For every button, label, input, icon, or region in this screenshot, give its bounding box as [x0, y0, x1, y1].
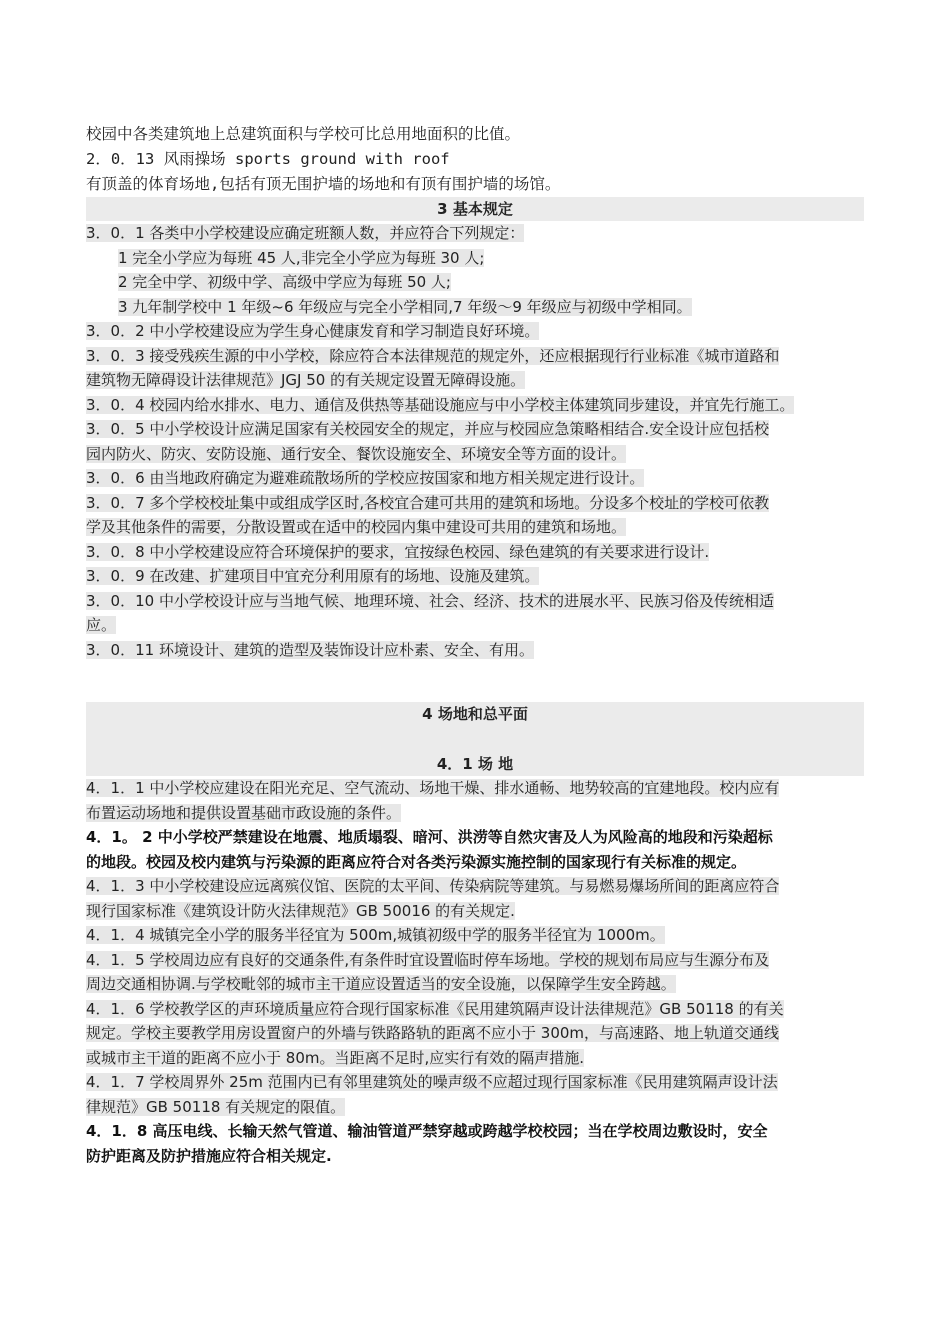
clause-line: 3．0．8 中小学校建设应符合环境保护的要求，宜按绿色校园、绿色建筑的有关要求进行设计. [86, 542, 710, 561]
clause-paragraph [86, 491, 876, 540]
clause-line: 律规范》GB 50118 有关规定的限值。 [86, 1097, 346, 1116]
clause-paragraph [86, 246, 876, 271]
clause-paragraph [86, 1119, 876, 1168]
clause-paragraph [86, 589, 876, 638]
clause-line: 园内防火、防灾、安防设施、通行安全、餐饮设施安全、环境安全等方面的设计。 [86, 444, 627, 463]
clause-line: 4．1。 2 中小学校严禁建设在地震、地质塌裂、暗河、洪涝等自然灾害及人为风险高的地段和污染超标 [86, 828, 773, 846]
clause-paragraph [86, 540, 876, 565]
clause-line: 3 九年制学校中 1 年级~6 年级应与完全小学相同,7 年级～9 年级应与初级中学相同。 [118, 297, 692, 316]
section-3-heading: 3 基本规定 [86, 197, 864, 221]
clause-paragraph [86, 923, 876, 948]
clause-line: 3．0．6 由当地政府确定为避难疏散场所的学校应按国家和地方相关规定进行设计。 [86, 469, 645, 487]
section-3-body [86, 221, 876, 662]
clause-line: 4．1．6 学校教学区的声环境质量应符合现行国家标准《民用建筑隔声设计法律规范》GB 50118 的有关 [86, 999, 784, 1018]
clause-line: 3．0．9 在改建、扩建项目中宜充分利用原有的场地、设施及建筑。 [86, 567, 540, 585]
clause-line: 现行国家标准《建筑设计防火法律规范》GB 50016 的有关规定. [86, 901, 515, 920]
clause-paragraph [86, 638, 876, 663]
clause-line: 防护距离及防护措施应符合相关规定. [86, 1146, 332, 1165]
clause-line: 3．0．11 环境设计、建筑的造型及装饰设计应朴素、安全、有用。 [86, 640, 534, 659]
document-page [86, 122, 876, 1168]
section-4-1-heading: 4．1 场 地 [436, 755, 514, 773]
clause-paragraph [86, 948, 876, 997]
clause-line: 4．1．7 学校周界外 25m 范围内已有邻里建筑处的噪声级不应超过现行国家标准《民用建筑隔声设计法 [86, 1073, 778, 1091]
clause-paragraph [86, 997, 876, 1071]
clause-line: 的地段。校园及校内建筑与污染源的距离应符合对各类污染源实施控制的国家现行有关标准的规定。 [86, 852, 747, 871]
clause-paragraph [86, 874, 876, 923]
clause-line: 2 完全中学、初级中学、高级中学应为每班 50 人; [118, 273, 451, 291]
clause-line: 建筑物无障碍设计法律规范》JGJ 50 的有关规定设置无障碍设施。 [86, 371, 526, 389]
clause-line: 3．0．2 中小学校建设应为学生身心健康发育和学习制造良好环境。 [86, 322, 540, 340]
clause-line: 3．0．5 中小学校设计应满足国家有关校园安全的规定，并应与校园应急策略相结合.安全设计应包括校 [86, 420, 770, 438]
intro-block [86, 122, 876, 197]
section-4-body [86, 776, 876, 1168]
clause-line: 3．0．7 多个学校校址集中或组成学区时,各校宜合建可共用的建筑和场地。分设多个校址的学校可依教 [86, 493, 770, 512]
clause-paragraph [86, 564, 876, 589]
clause-paragraph [86, 1070, 876, 1119]
clause-line: 应。 [86, 616, 117, 634]
clause-line: 周边交通相协调.与学校毗邻的城市主干道应设置适当的安全设施，以保障学生安全跨越。 [86, 975, 676, 993]
clause-line: 学及其他条件的需要，分散设置或在适中的校园内集中建设可共用的建筑和场地。 [86, 518, 627, 536]
clause-paragraph [86, 825, 876, 874]
clause-line: 4．1．5 学校周边应有良好的交通条件,有条件时宜设置临时停车场地。学校的规划布局应与生源分布及 [86, 950, 770, 969]
clause-line: 布置运动场地和提供设置基础市政设施的条件。 [86, 803, 402, 822]
clause-paragraph [86, 466, 876, 491]
clause-paragraph [86, 221, 876, 246]
clause-line: 3．0．3 接受残疾生源的中小学校，除应符合本法律规范的规定外，还应根据现行行业标准《城市道路和 [86, 346, 780, 365]
clause-line: 4．1．1 中小学校应建设在阳光充足、空气流动、场地干燥、排水通畅、地势较高的宜建地段。校内应有 [86, 779, 780, 797]
clause-paragraph [86, 776, 876, 825]
clause-line: 4．1．4 城镇完全小学的服务半径宜为 500m,城镇初级中学的服务半径宜为 1000m。 [86, 926, 665, 944]
clause-paragraph [86, 344, 876, 393]
clause-line: 规定。学校主要教学用房设置窗户的外墙与铁路路轨的距离不应小于 300m，与高速路、地上轨道交通线 [86, 1024, 780, 1042]
clause-line: 3．0．10 中小学校设计应与当地气候、地理环境、社会、经济、技术的进展水平、民族习俗及传统相适 [86, 591, 774, 610]
section-4-heading-block [86, 702, 864, 776]
clause-paragraph [86, 393, 876, 418]
clause-line: 4．1．8 高压电线、长输天然气管道、输油管道严禁穿越或跨越学校校园；当在学校周边敷设时，安全 [86, 1122, 768, 1140]
clause-paragraph [86, 417, 876, 466]
clause-line: 4．1．3 中小学校建设应远离殡仪馆、医院的太平间、传染病院等建筑。与易燃易爆场所间的距离应符合 [86, 877, 780, 895]
clause-paragraph [86, 270, 876, 295]
clause-paragraph [86, 319, 876, 344]
section-4-heading: 4 场地和总平面 [422, 705, 528, 723]
intro-line: 有顶盖的体育场地,包括有顶无围护墙的场地和有顶有围护墙的场馆。 [86, 175, 561, 193]
clause-paragraph [86, 295, 876, 320]
section-spacer [86, 662, 876, 702]
clause-line: 1 完全小学应为每班 45 人,非完全小学应为每班 30 人; [118, 248, 485, 267]
intro-line: 校园中各类建筑地上总建筑面积与学校可比总用地面积的比值。 [86, 125, 521, 143]
definition-term: 2．0．13 风雨操场 sports ground with roof [86, 150, 450, 168]
clause-line: 3．0．1 各类中小学校建设应确定班额人数，并应符合下列规定： [86, 224, 525, 242]
clause-line: 3．0．4 校园内给水排水、电力、通信及供热等基础设施应与中小学校主体建筑同步建设，并宜先行施工。 [86, 395, 795, 414]
clause-line: 或城市主干道的距离不应小于 80m。当距离不足时,应实行有效的隔声措施. [86, 1048, 585, 1067]
